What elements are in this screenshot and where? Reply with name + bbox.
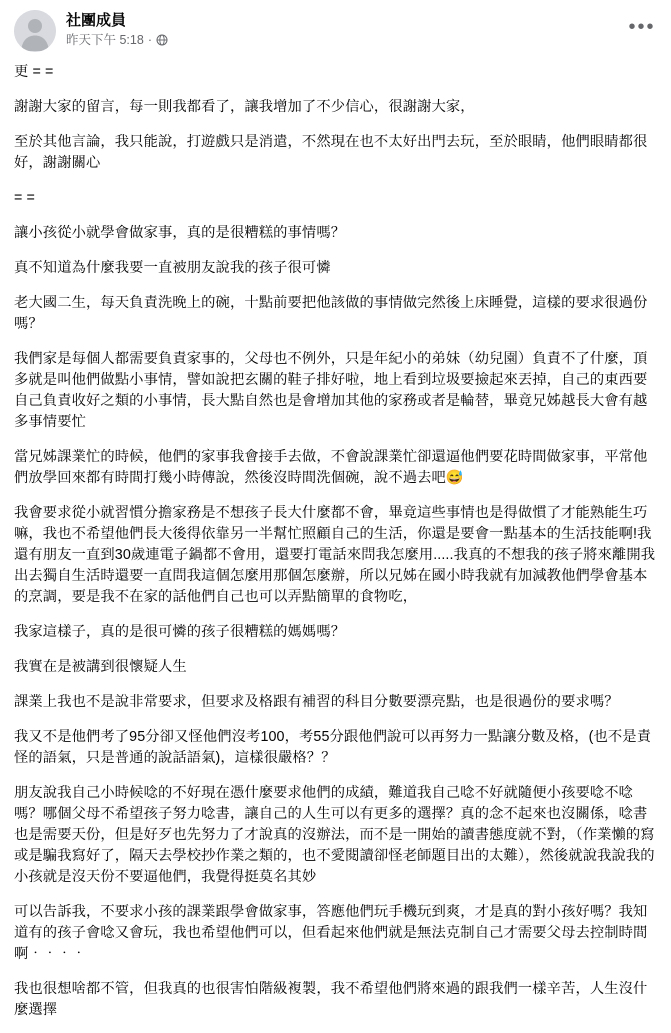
post-paragraph: 朋友說我自己小時候唸的不好現在憑什麼要求他們的成績，難道我自己唸不好就隨便小孩要唸不唸嗎？哪個父母不希望孩子努力唸書，讓自己的人生可以有更多的選擇？真的念不起來也沒關係，唸書也是需要天份，但是好歹也先努力了才說真的沒辦法，而不是一開始的讀書態度就不對，（作業懶的寫或是騙我寫好了，隔天去學校抄作業之類的，也不愛閱讀卻怪老師題目出的太難），然後就說我說我的小孩就是沒天份不要逼他們，我覺得挺莫名其妙 — [14, 785, 655, 885]
post-timestamp[interactable]: 昨天下午 5:18 — [66, 33, 144, 47]
post-paragraph: 當兄姊課業忙的時候，他們的家事我會接手去做，不會說課業忙卻還逼他們要花時間做家事，平常他們放學回來都有時間打幾小時傳說，然後沒時間洗個碗，說不過去吧😅 — [14, 449, 648, 486]
post-header-text — [66, 10, 172, 48]
post-paragraph: 更 = = — [14, 64, 54, 80]
post-header — [14, 10, 657, 52]
post-paragraph: 課業上我也不是說非常要求，但要求及格跟有補習的科目分數要漂亮點，也是很過份的要求嗎？ — [14, 694, 619, 710]
post-paragraph: 我實在是被講到很懷疑人生 — [14, 659, 187, 675]
post-options-menu-icon[interactable]: ••• — [628, 15, 656, 38]
post-paragraph: 可以告訴我，不要求小孩的課業跟學會做家事，答應他們玩手機玩到爽，才是真的對小孩好嗎？我知道有的孩子會唸又會玩，我也希望他們可以，但看起來他們就是無法克制自己才需要父母去控制時間啊‧‧‧‧ — [14, 904, 648, 962]
post-paragraph: 真不知道為什麼我要一直被朋友說我的孩子很可憐 — [14, 260, 331, 276]
post-paragraph: 謝謝大家的留言，每一則我都看了，讓我增加了不少信心，很謝謝大家， — [14, 99, 475, 115]
post-paragraph: 我們家是每個人都需要負責家事的，父母也不例外，只是年紀小的弟妹（幼兒園）負責不了什麼，頂多就是叫他們做點小事情，譬如說把玄關的鞋子排好啦，地上看到垃圾要撿起來丟掉，自己的東西要自己負責收好之類的小事情，長大點自然也是會增加其他的家務或者是輪替，畢竟兄姊越長大會有越多事情要忙 — [14, 351, 648, 430]
post-paragraph: 我會要求從小就習慣分擔家務是不想孩子長大什麼都不會，畢竟這些事情也是得做慣了才能熟能生巧嘛，我也不希望他們長大後得依靠另一半幫忙照顧自己的生活，你還是要會一點基本的生活技能啊!我還有朋友一直到30歲連電子鍋都不會用，還要打電話來問我怎麼用.....我真的不想我的孩子將來離開我出去獨自生活時還要一直問我這個怎麼用那個怎麼辦，所以兄姊在國小時我就有加減教他們學會基本的烹調，要是我不在家的話他們自己也可以弄點簡單的食物吃， — [14, 505, 656, 605]
post-paragraph: 我家這樣子，真的是很可憐的孩子很糟糕的媽媽嗎？ — [14, 624, 346, 640]
post-meta-row — [66, 32, 172, 48]
post-author-name[interactable]: 社團成員 — [66, 12, 127, 29]
post-paragraph: 我也很想啥都不管，但我真的也很害怕階級複製，我不希望他們將來過的跟我們一樣辛苦，人生沒什麼選擇 — [14, 981, 648, 1018]
avatar[interactable] — [14, 10, 56, 52]
author-row — [66, 11, 172, 30]
post-paragraph: 老大國二生，每天負責洗晚上的碗，十點前要把他該做的事情做完然後上床睡覺，這樣的要求很過份嗎？ — [14, 295, 648, 332]
post-paragraph: 我又不是他們考了95分卻又怪他們沒考100，考55分跟他們說可以再努力一點讓分數及格，(也不是責怪的語氣，只是普通的說話語氣)，這樣很嚴格？？ — [14, 729, 652, 766]
post-body — [14, 62, 657, 1021]
globe-icon — [156, 34, 168, 46]
post-paragraph: = = — [14, 190, 35, 206]
post-paragraph: 至於其他言論，我只能說，打遊戲只是消遣，不然現在也不太好出門去玩，至於眼睛，他們眼睛都很好，謝謝關心 — [14, 134, 648, 171]
post-paragraph: 讓小孩從小就學會做家事，真的是很糟糕的事情嗎？ — [14, 225, 346, 241]
meta-separator: · — [147, 33, 152, 47]
